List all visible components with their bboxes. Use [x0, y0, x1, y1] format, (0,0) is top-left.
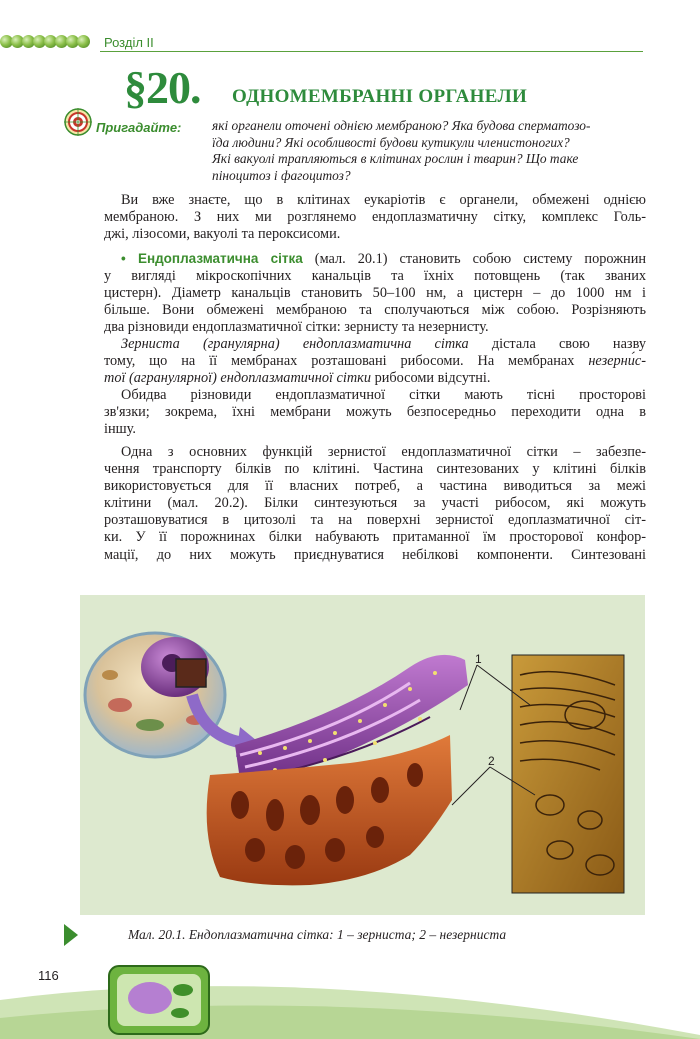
- remember-line: піноцитоз і фагоцитоз?: [212, 167, 351, 183]
- text-line: зв'язки; зокрема, їхні мембрани можуть безпосередньо переходити одна в: [104, 404, 646, 421]
- text-line: мації, до них можуть приєднуватися небілкові компоненти. Синтезовані: [104, 546, 646, 563]
- remember-line: Які вакуолі трапляються в клітинах рослин і тварин? Що таке: [212, 151, 579, 166]
- plant-cell-icon: [105, 958, 215, 1038]
- functions-paragraph: [104, 444, 646, 564]
- remember-questions: [212, 118, 648, 184]
- text-line: Обидва різновиди ендоплазматичної сітки мають тісні просторові: [121, 387, 646, 403]
- text-line: тому, що на її мембранах розташовані рибосоми. На мембранах незерни́с-: [104, 353, 646, 370]
- text-line: використовується для її власних потреб, а частина виводиться за межі: [104, 478, 646, 495]
- text-line: розташовуватися в цитозолі та на поверхні зернистої едоплазматичної сіт-: [104, 512, 646, 529]
- rough-er-paragraph: [104, 336, 646, 387]
- text-line: у вигляді мікроскопічних канальців та їхніх потовщень (так званих: [104, 268, 646, 285]
- remember-line: які органели оточені однією мембраною? Яка будова сперматозо-: [212, 118, 591, 133]
- decorative-beads: [0, 32, 100, 50]
- target-icon: [64, 108, 92, 136]
- er-illustration: [80, 595, 645, 915]
- text-line: Зерниста (гранулярна) ендоплазматична сітка дістала свою назву: [121, 336, 646, 352]
- label-2: 2: [488, 754, 495, 768]
- section-label: Розділ ІІ: [104, 35, 154, 50]
- zoom-box: [176, 659, 206, 687]
- text-line: клітини (мал. 20.2). Білки синтезуються за участі рибосом, які можуть: [104, 495, 646, 512]
- italic-term: незерни́с-: [588, 353, 646, 370]
- figure-er-illustration: [80, 595, 645, 915]
- text-line: іншу.: [104, 421, 136, 438]
- italic-term: Зерниста (гранулярна) ендоплазматична сітка: [121, 336, 469, 352]
- paragraph-title: ОДНОМЕМБРАННІ ОРГАНЕЛИ: [232, 86, 528, 107]
- cell-icon: [85, 633, 225, 757]
- text-line: • Ендоплазматична сітка (мал. 20.1) становить собою систему порожнин: [121, 251, 646, 267]
- figure-caption: Мал. 20.1. Ендоплазматична сітка: 1 – зерниста; 2 – незерниста: [128, 927, 507, 942]
- italic-term: тої (агранулярної) ендоплазматичної сітки: [104, 370, 372, 387]
- remember-label: Пригадайте:: [96, 120, 182, 135]
- remember-line: їда людини? Які особливості будови кутикули членистоногих?: [212, 134, 570, 150]
- text-line: більше. Вони обмежені мембраною та сполучаються між собою. Розрізняють: [104, 302, 646, 319]
- text-line: Одна з основних функцій зернистої ендоплазматичної сітки – забезпе-: [121, 444, 646, 460]
- label-1: 1: [475, 652, 482, 666]
- connections-paragraph: [104, 387, 646, 438]
- text-line: ки. У її порожнинах білки набувають притаманної їм просторової конфор-: [104, 529, 646, 546]
- text-line: цистерн). Діаметр канальців становить 50–100 нм, а цистерн – до 1000 нм і: [104, 285, 646, 302]
- text-line: джі, лізосоми, вакуолі та пероксисоми.: [104, 226, 341, 243]
- paragraph-number: §20.: [124, 62, 201, 113]
- page-number: 116: [38, 968, 59, 983]
- text-line: чення транспорту білків по клітині. Частина синтезованих у клітині білків: [104, 461, 646, 478]
- text-line: Ви вже знаєте, що в клітинах еукаріотів є органели, обмежені однією: [121, 192, 646, 208]
- bullet-term: • Ендоплазматична сітка: [121, 251, 303, 266]
- er-paragraph: [104, 250, 646, 336]
- intro-paragraph: [104, 192, 646, 243]
- text-line: два різновиди ендоплазматичної сітки: зернисту та незернисту.: [104, 319, 489, 336]
- header-divider: [100, 51, 643, 52]
- text-line: тої (агранулярної) ендоплазматичної сітки рибосоми відсутні.: [104, 370, 491, 387]
- micrograph-image: [512, 655, 624, 893]
- text-line: мембраною. З них ми розглянемо ендоплазматичну сітку, комплекс Голь-: [104, 209, 646, 226]
